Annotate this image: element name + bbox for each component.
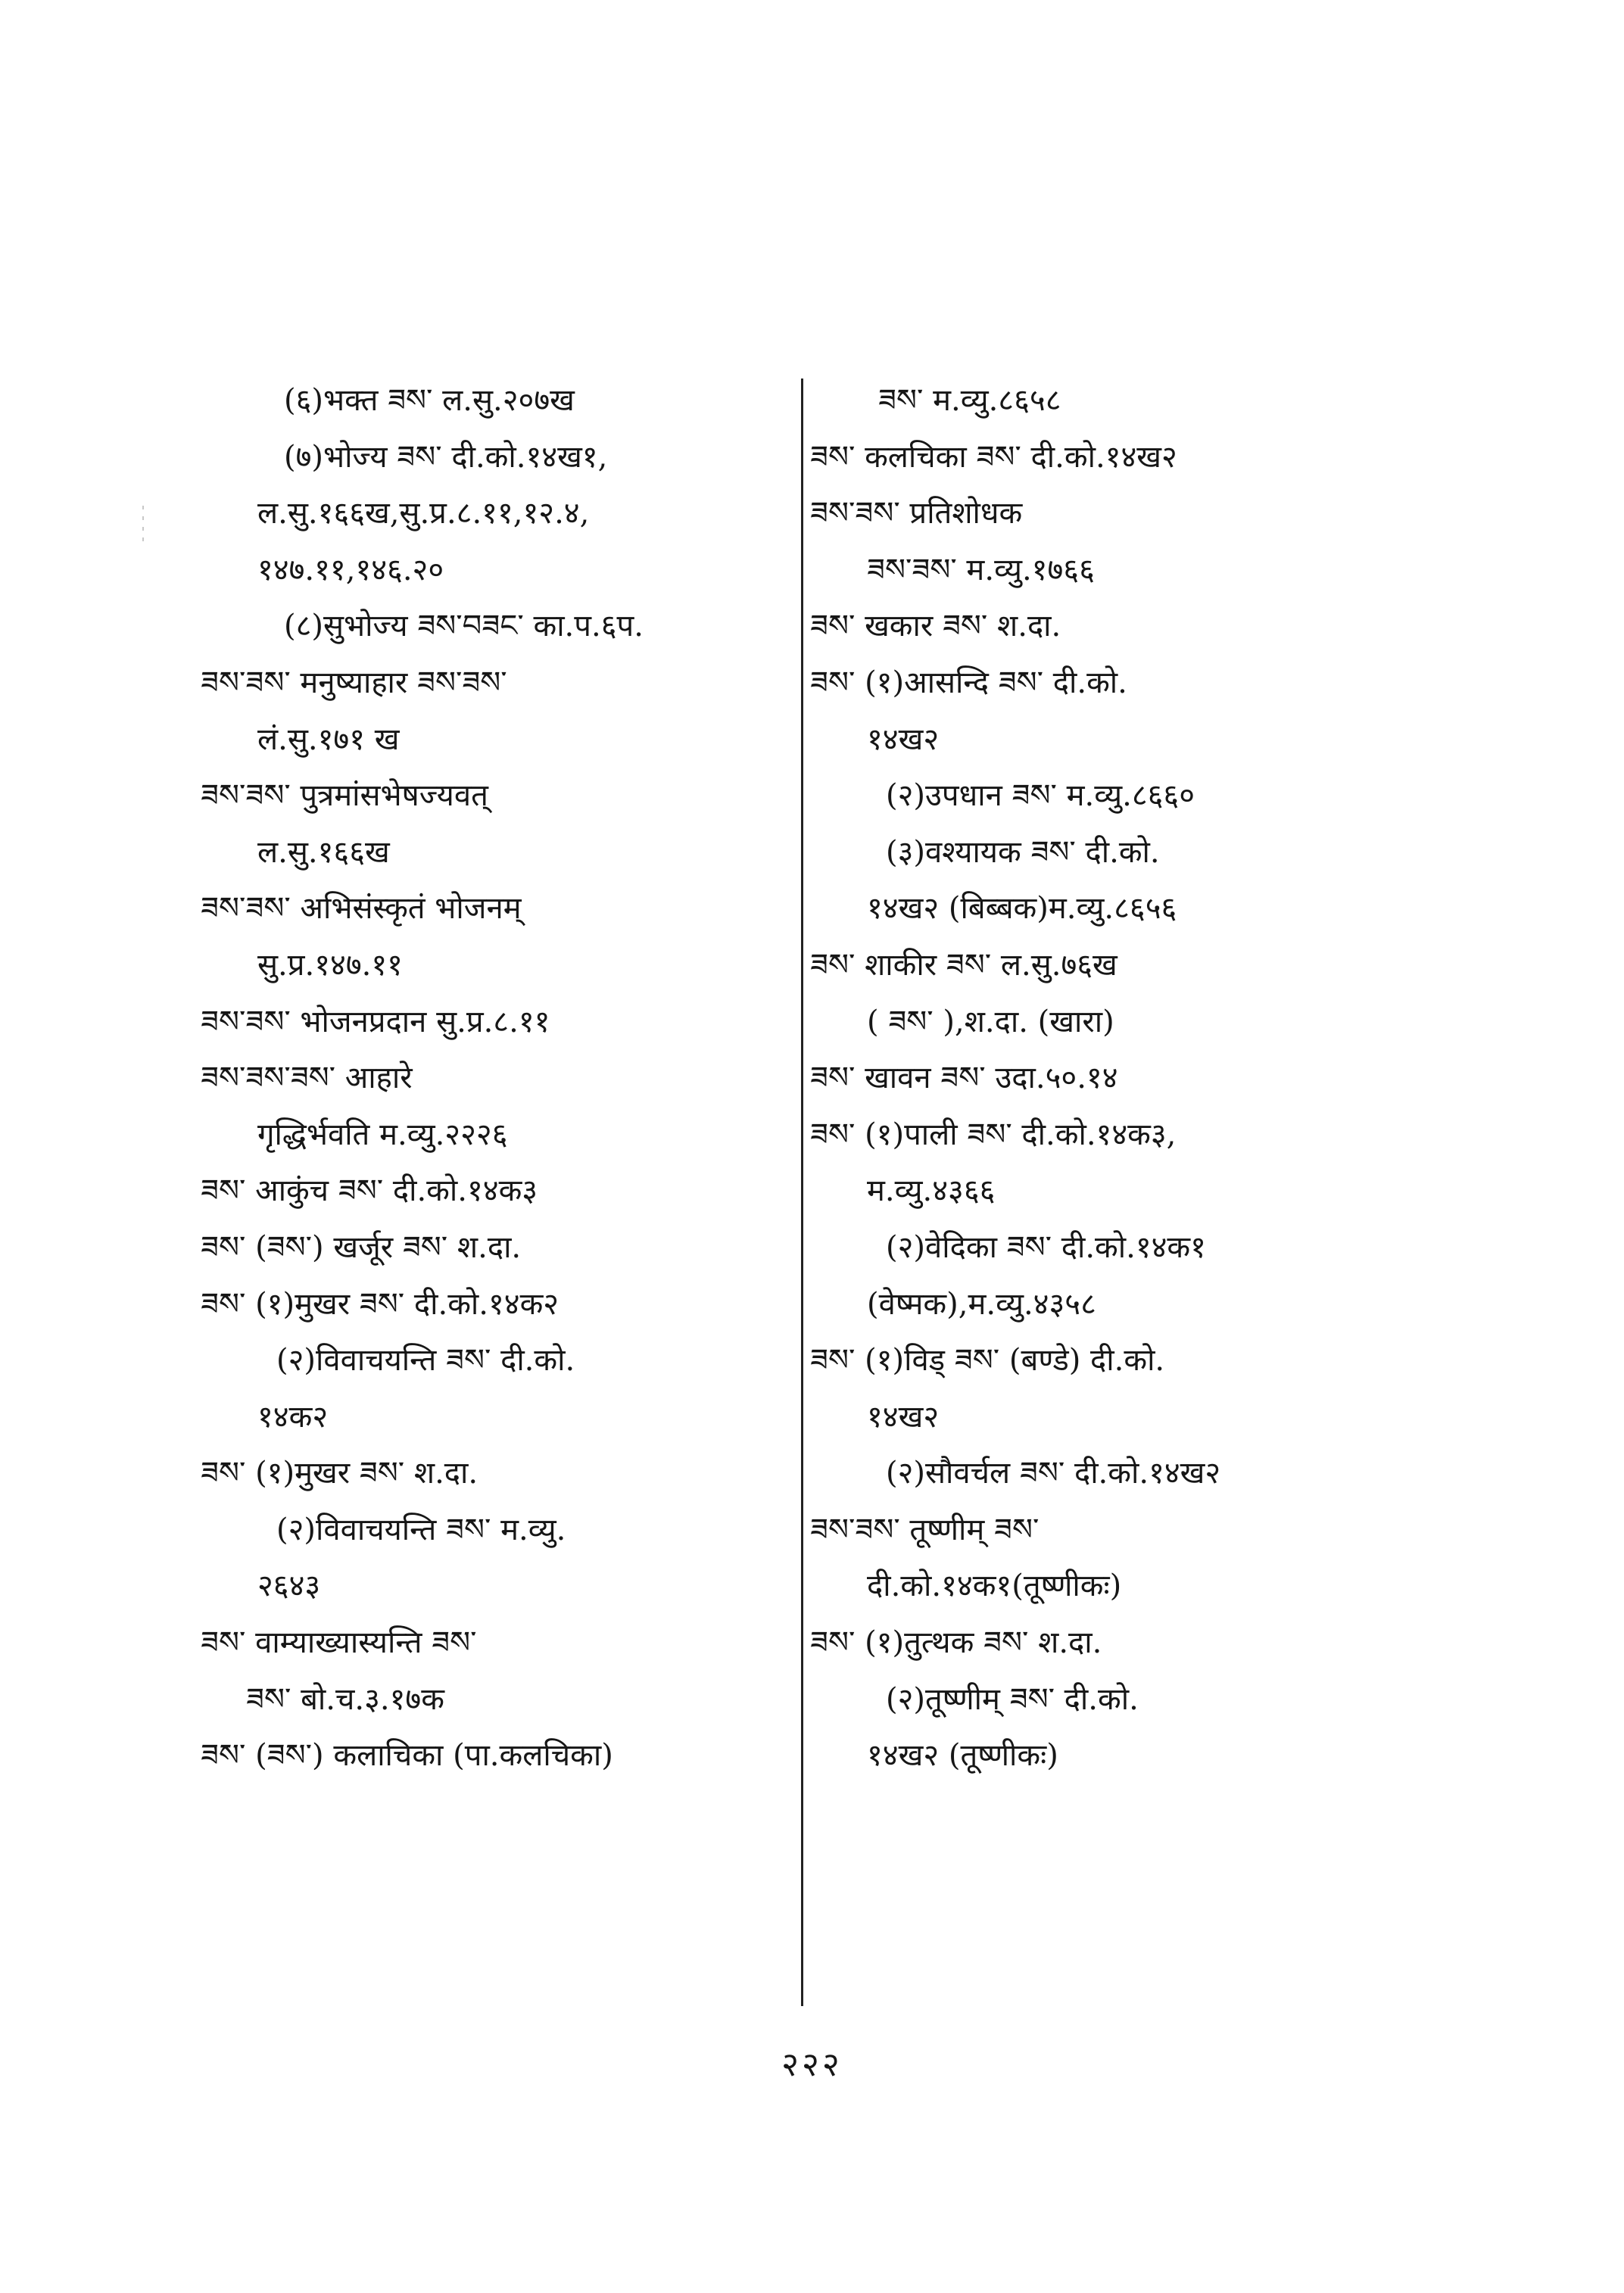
entry-line: गृद्धिर्भवति म.व्यु.२२२६ [257,1117,508,1152]
entry-line: ཟས་ཟས་ प्रतिशोधक [810,496,1023,531]
entry-line: ཟས་ (ཟས་) खर्जूर ཟས་ श.दा. [201,1229,522,1265]
entry-line: म.व्यु.४३६६ [867,1173,996,1209]
entry-line: लं.सु.१७१ ख [257,721,400,757]
entry-line: ཟས་ आकुंच ཟས་ दी.को.१४क३ [201,1173,538,1209]
entry-line: ཟས་ (१)आसन्दि ཟས་ दी.को. [810,665,1127,700]
entry-line: ཟས་ शाकीर ཟས་ ल.सु.७६ख [810,947,1117,983]
entry-line: ཟས་ཟས་ पुत्रमांसभेषज्यवत् [201,778,488,814]
entry-line: (२)उपधान ཟས་ म.व्यु.८६६० [886,778,1195,814]
entry-line: (२)सौवर्चल ཟས་ दी.को.१४ख२ [886,1456,1221,1491]
entry-line: ཟས་ वाम्याख्यास्यन्ति ཟས་ [201,1625,477,1661]
entry-line: (७)भोज्य ཟས་ दी.को.१४ख१, [284,439,608,475]
entry-line: १४ख२ [867,721,940,757]
entry-line: ཟས་ཟས་ अभिसंस्कृतं भोजनम् [201,891,522,927]
entry-line: १४ख२ (बिब्बक)म.व्यु.८६५६ [867,891,1177,927]
entry-line: ཟས་ (१)पाली ཟས་ दी.को.१४क३, [810,1117,1177,1152]
entry-line: ल.सु.१६६ख,सु.प्र.८.११,१२.४, [257,496,590,531]
entry-line: २६४३ [257,1569,321,1604]
entry-line: ( ཟས་ ),श.दा. (खारा) [867,1004,1114,1039]
entry-line: ཟས་ཟས་ मनुष्याहार ཟས་ཟས་ [201,665,507,700]
entry-line: ཟས་ཟས་ म.व्यु.१७६६ [867,552,1095,587]
entry-line: १४७.११,१४६.२० [257,552,444,587]
entry-line: (६)भक्त ཟས་ ल.सु.२०७ख [284,383,575,418]
entry-line: ཟས་ (१)मुखर ཟས་ श.दा. [201,1456,478,1491]
entry-line: ཟས་ (१)मुखर ཟས་ दी.को.१४क२ [201,1286,560,1322]
entry-line: (वेष्मक),म.व्यु.४३५८ [867,1286,1096,1322]
entry-line: ཟས་ खावन ཟས་ उदा.५०.१४ [810,1061,1118,1096]
entry-line: ཟས་ཟས་ཟས་ आहारे [201,1061,413,1096]
entry-line: १४क२ [257,1399,329,1435]
entry-line: (२)विवाचयन्ति ཟས་ म.व्यु. [276,1512,566,1547]
entry-line: ल.सु.१६६ख [257,834,390,870]
entry-line: दी.को.१४क१(तूष्णीकः) [867,1569,1122,1604]
entry-line: ཟས་ कलचिका ཟས་ दी.को.१४ख२ [810,439,1177,475]
entry-line: सु.प्र.१४७.११ [257,947,403,983]
entry-line: (३)वश्यायक ཟས་ दी.को. [886,834,1160,870]
entry-line: ཟས་ཟས་ भोजनप्रदान सु.प्र.८.११ [201,1004,550,1039]
entry-line: (२)विवाचयन्ति ཟས་ दी.को. [276,1343,575,1379]
entry-line: १४ख२ [867,1399,940,1435]
entry-line: ཟས་ (१)विड् ཟས་ (बण्डे) दी.को. [810,1343,1165,1379]
entry-line: ཟས་ बो.च.३.१७क [246,1681,444,1717]
entry-line: १४ख२ (तूष्णीकः) [867,1738,1058,1774]
entry-line: ཟས་ खकार ཟས་ श.दा. [810,609,1061,644]
left-column [201,372,806,1784]
right-column [810,372,1416,1784]
entry-line: ཟས་ (ཟས་) कलाचिका (पा.कलचिका) [201,1738,613,1774]
entry-line: (८)सुभोज्य ཟས་བཟང་ का.प.६प. [284,609,644,644]
column-divider [801,379,803,2006]
scan-specks [142,506,145,551]
entry-line: ཟས་ म.व्यु.८६५८ [878,383,1061,418]
page-number: २२२ [781,2045,843,2084]
entry-line: (२)वेदिका ཟས་ दी.को.१४क१ [886,1229,1206,1265]
entry-line: ཟས་ (१)तुत्थक ཟས་ श.दा. [810,1625,1102,1661]
entry-line: ཟས་ཟས་ तूष्णीम् ཟས་ [810,1512,1040,1547]
entry-line: (२)तूष्णीम् ཟས་ दी.को. [886,1681,1139,1717]
